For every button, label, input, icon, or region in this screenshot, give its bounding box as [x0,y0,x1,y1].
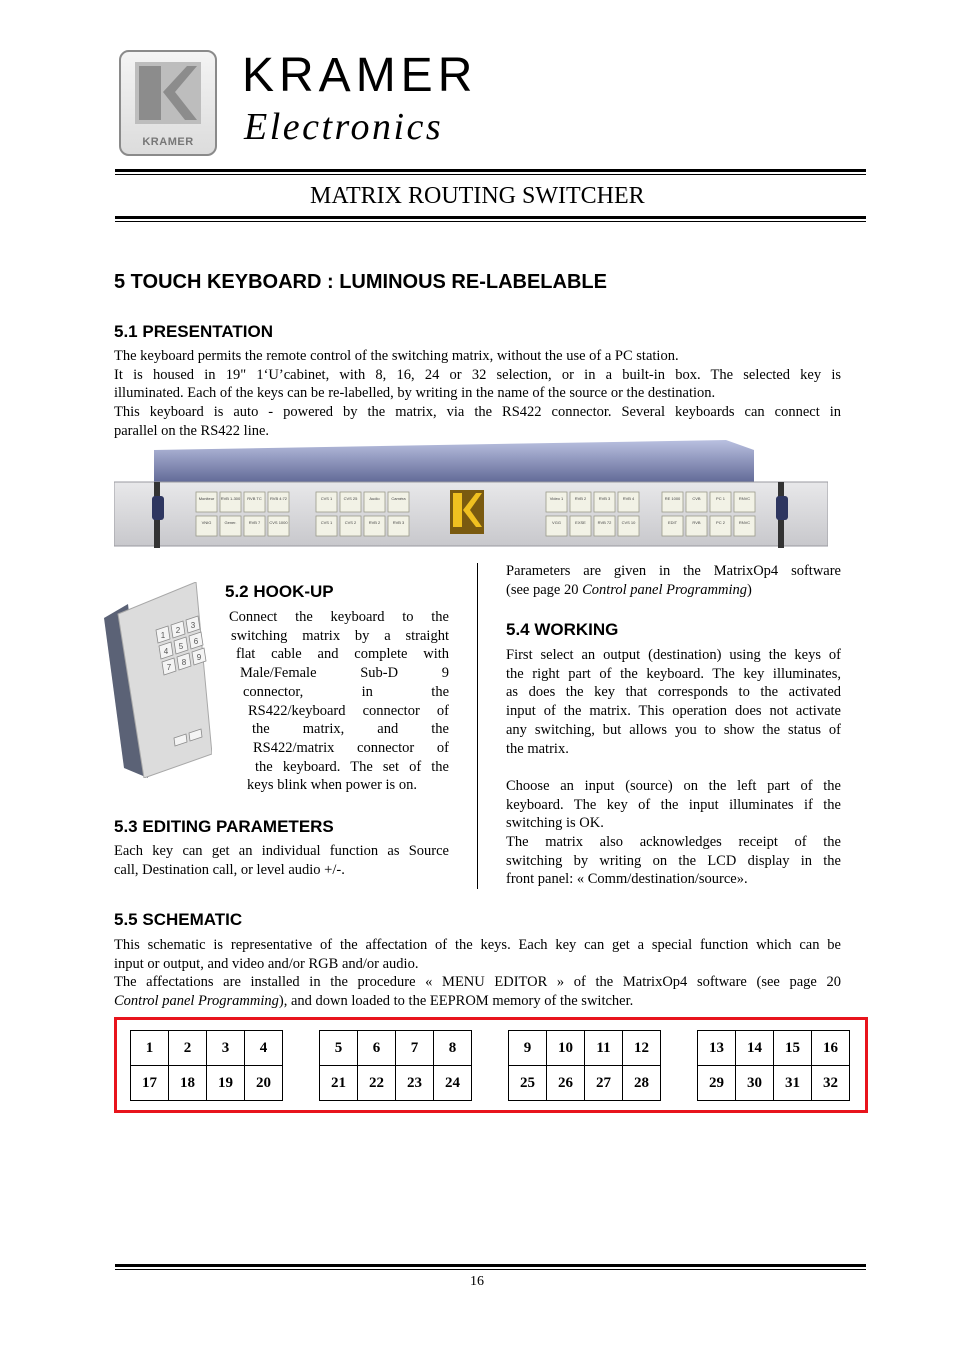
text-fragment: ) [746,581,752,598]
panel-key-label: RNVC [738,520,751,525]
group-gap [472,1031,509,1066]
group-gap [283,1066,320,1101]
panel-key-label: RVB 3 [598,496,611,501]
text-line: It is housed in 19" 1‘U’cabinet, with 8, 16, 24 or 32 selection, or in a built-in box. The selected key is [114,366,841,383]
key-cell: 31 [774,1066,812,1101]
header-rule-top [115,169,866,172]
text-line: parallel on the RS422 line. [114,422,270,439]
panel-key-label: RVB 4 [622,496,635,501]
text-line: flat cable and complete with [236,646,449,663]
panel-key-label: VGG [552,520,561,525]
key-cell: 22 [358,1066,396,1101]
pad-key-label: 3 [190,621,196,630]
emphasis-text: Control panel Programming [114,993,279,1010]
panel-key-label: RVB 2 [574,496,587,501]
pad-key-label: 2 [175,626,181,635]
panel-key-label: PC 2 [716,520,725,525]
keyboard-rack-panel-image [114,440,828,562]
key-cell: 29 [698,1066,736,1101]
schematic-row [131,1031,850,1066]
text-line: the matrix. [506,740,569,757]
editing-parameters-text [114,842,449,879]
key-cell: 8 [434,1031,472,1066]
panel-key-label: Audio [369,496,380,501]
key-cell: 15 [774,1031,812,1066]
text-line: input or output, and video and/or RGB and/or audio. [114,955,419,972]
text-line: keyboard. The key of the input illuminates if the [506,796,841,813]
group-gap [283,1031,320,1066]
text-line: switching matrix by a straight [231,627,449,644]
key-cell: 13 [698,1031,736,1066]
text-line: The keyboard permits the remote control of the switching matrix, without the use of a PC station. [114,348,679,364]
key-cell: 3 [207,1031,245,1066]
text-line: Connect the keyboard to the [229,609,449,625]
working-heading: 5.4 WORKING [506,620,619,639]
panel-key-label: RNVC [738,496,751,501]
key-cell: 26 [547,1066,585,1101]
pad-key-label: 4 [163,647,169,656]
group-gap [661,1031,698,1066]
pad-key-label: 7 [166,663,172,672]
key-cell: 20 [245,1066,283,1101]
header-rule-top-thin [115,174,866,175]
parameters-note [506,562,841,599]
key-schematic-table [130,1030,850,1101]
text-line: call, Destination call, or level audio +/-. [114,861,345,878]
text-line: First select an output (destination) using the keys of [506,647,841,663]
panel-key-label: PC 1 [716,496,725,501]
header-rule-bottom [115,216,866,219]
text-line: Choose an input (source) on the left part of the [506,777,841,794]
panel-key-label: Video 1 [549,496,564,501]
text-line [114,992,841,1011]
text-line: keys blink when power is on. [247,777,417,794]
logo-text: KRAMER [142,136,194,148]
text-line: This schematic is representative of the affectation of the keys. Each key can get a special function which can be [114,937,841,953]
document-title: MATRIX ROUTING SWITCHER [310,183,645,209]
text-line: the right part of the keyboard. The key illuminates, [506,665,841,682]
panel-key-label: CVS 1 [320,496,333,501]
emphasis-text: Control panel Programming [582,581,747,598]
text-fragment: (see page 20 [506,581,583,598]
key-cell: 9 [509,1031,547,1066]
page-number: 16 [470,1274,484,1289]
text-fragment: ), and down loaded to the EEPROM memory of the switcher. [278,993,634,1010]
text-line: illuminated. Each of the keys can be re-labelled, by writing in the name of the source or the destination. [114,385,716,402]
panel-key-label: CVS 25 [343,496,358,501]
panel-key-label: RVB 3 [392,520,405,525]
panel-key-label: EDIT [667,520,678,525]
panel-kramer-logo-icon [450,490,484,534]
schematic-text [114,936,841,1011]
key-cell: 6 [358,1031,396,1066]
text-line: switching by writing on the LCD display in the [506,852,841,869]
key-cell: 27 [585,1066,623,1101]
key-cell: 1 [131,1031,169,1066]
pad-key-label: 6 [193,637,199,646]
panel-key-label: RVB 7 [248,520,261,525]
key-cell: 18 [169,1066,207,1101]
panel-key-label: CVB [692,496,701,501]
panel-key-label: Gener. [224,520,237,525]
panel-key-label: RVB 1-300 [220,496,241,501]
key-cell: 5 [320,1031,358,1066]
panel-key-label: Moniteur [198,496,215,501]
key-cell: 10 [547,1031,585,1066]
panel-key-label: CVS 1000 [269,520,288,525]
key-cell: 14 [736,1031,774,1066]
text-line: switching is OK. [506,815,604,832]
working-text [506,646,841,889]
key-cell: 7 [396,1031,434,1066]
panel-key-label: RE 1000 [664,496,681,501]
text-line: Male/Female Sub-D 9 [240,665,449,682]
footer-rule-thin [115,1269,866,1270]
key-cell: 24 [434,1066,472,1101]
key-cell: 12 [623,1031,661,1066]
editing-parameters-heading: 5.3 EDITING PARAMETERS [114,817,334,836]
key-cell: 23 [396,1066,434,1101]
kramer-logo [119,50,217,156]
text-line: Parameters are given in the MatrixOp4 software [506,563,841,579]
text-line: the keyboard. The set of the [255,758,449,775]
pad-key-label: 1 [160,631,166,640]
panel-key-label: RVB 72 [597,520,612,525]
text-line: the matrix, and the [252,721,449,738]
section-title: 5 TOUCH KEYBOARD : LUMINOUS RE-LABELABLE [114,271,607,293]
key-cell: 17 [131,1066,169,1101]
key-cell: 19 [207,1066,245,1101]
pad-key-label: 8 [181,658,187,667]
key-cell: 11 [585,1031,623,1066]
group-gap [661,1066,698,1101]
text-line: any switching, but allows you to show the status of [506,721,841,738]
schematic-heading: 5.5 SCHEMATIC [114,910,243,929]
key-cell: 28 [623,1066,661,1101]
key-cell: 16 [812,1031,850,1066]
key-cell: 30 [736,1066,774,1101]
text-line: RS422/keyboard connector of [248,702,449,719]
text-line: The matrix also acknowledges receipt of the [506,834,841,851]
key-cell: 32 [812,1066,850,1101]
text-line [506,581,841,600]
header-rule-bottom-thin [115,221,866,222]
column-divider [477,563,478,889]
text-line: RS422/matrix connector of [253,739,449,756]
text-line: The affectations are installed in the procedure « MENU EDITOR » of the MatrixOp4 software (see page 20 [114,974,841,991]
presentation-heading: 5.1 PRESENTATION [114,322,274,341]
panel-key-label: CVS 1 [320,520,333,525]
footer-rule [115,1264,866,1267]
panel-key-label: RVB 2 [368,520,381,525]
key-cell: 21 [320,1066,358,1101]
panel-key-label: Caméra [391,496,406,501]
text-line: front panel: « Comm/destination/source». [506,871,748,888]
schematic-row [131,1066,850,1101]
panel-key-label: RVB [692,520,701,525]
panel-key-label: RVB TC [247,496,262,501]
blank-line [506,758,841,777]
pad-key-label: 5 [178,642,184,651]
brand-subtitle: Electronics [244,106,444,148]
panel-key-label: VNIG [201,520,212,525]
kramer-k-icon [135,62,201,124]
text-line: input of the matrix. This operation does not activate [506,703,841,720]
panel-key-label: EXSE [575,520,586,525]
presentation-text [114,347,841,441]
text-line: connector, in the [243,683,449,700]
text-line: Each key can get an individual function as Source [114,843,449,859]
schematic-frame [114,1017,868,1113]
panel-key-label: CVS 2 [344,520,357,525]
text-line: This keyboard is auto - powered by the matrix, via the RS422 connector. Several keyboards can connect in [114,404,841,421]
panel-key-label: CVS 10 [621,520,636,525]
group-gap [472,1066,509,1101]
brand-name: KRAMER [242,49,478,102]
hookup-text [0,608,449,795]
key-cell: 25 [509,1066,547,1101]
pad-key-label: 9 [196,653,202,662]
panel-key-label: RVB 4:72 [269,496,288,501]
text-line: as does the key that corresponds to the activated [506,684,841,701]
hookup-heading: 5.2 HOOK-UP [225,582,334,601]
key-cell: 2 [169,1031,207,1066]
key-cell: 4 [245,1031,283,1066]
